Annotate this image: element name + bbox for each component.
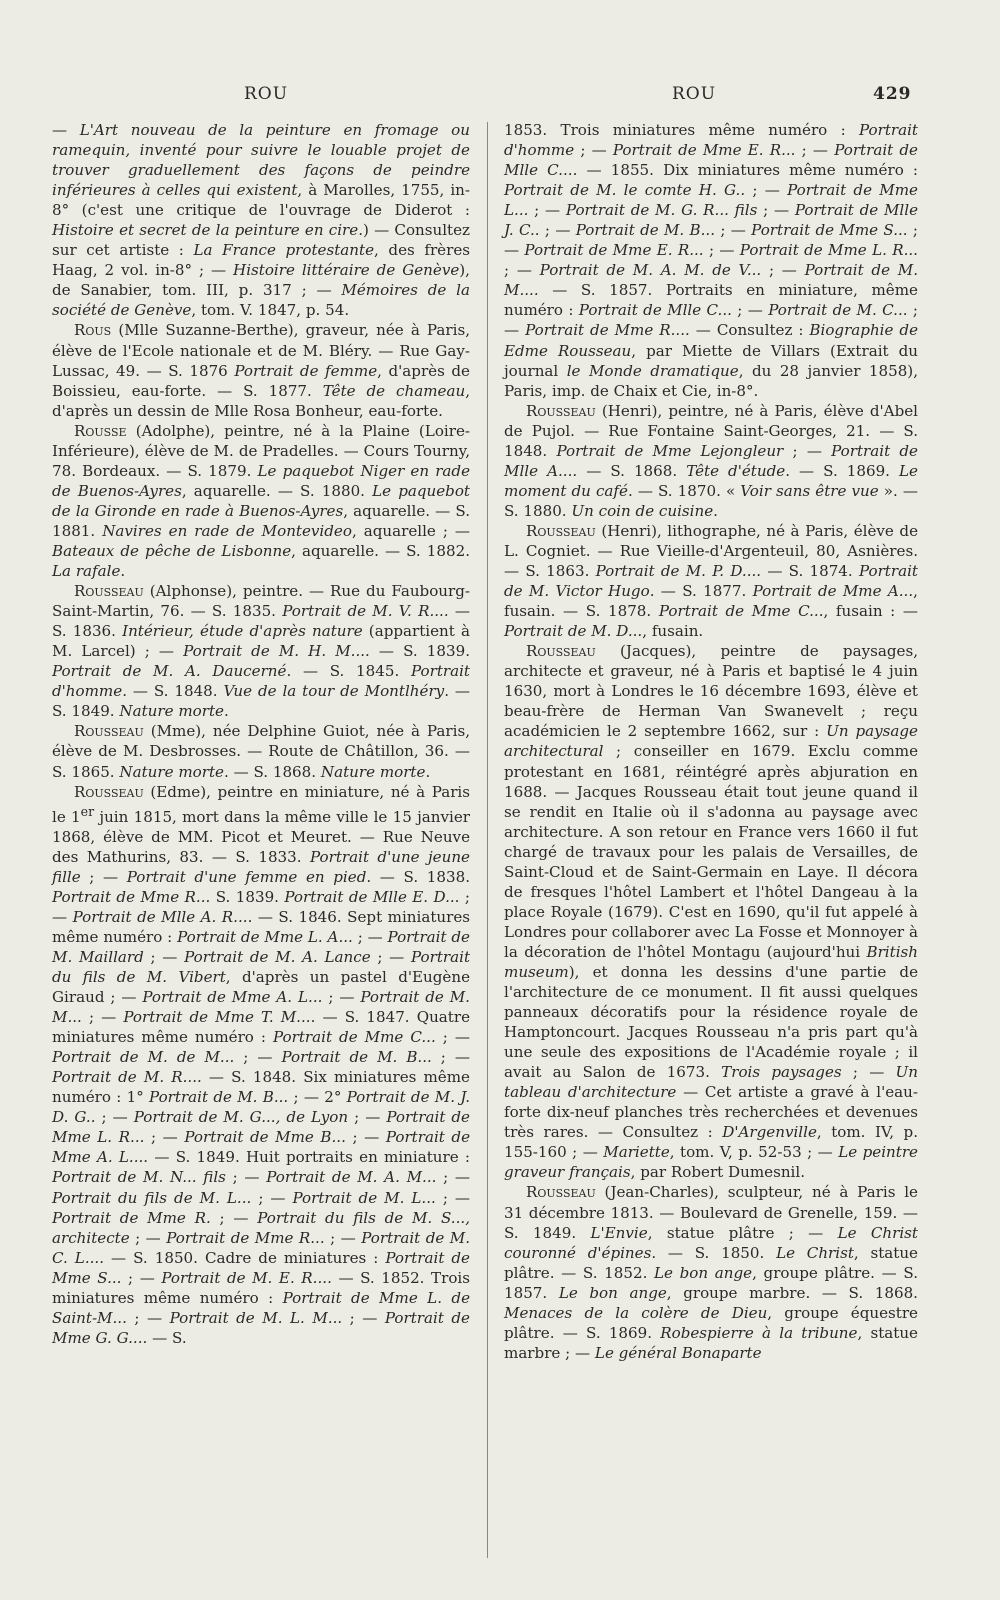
entry-continuation-edme: 1853. Trois miniatures même numéro : Portrait d'homme ; — Portrait de Mme E. R... ; — Portrait de Mlle C.... — 1855. Dix miniatures même numéro : Portrait de M. le comte H. G.. ; — Portrait de Mme L... ; — Portrait de M. G. R... fils ; — Portrait de Mlle J. C.. ; — Portrait de M. B... ; — Portrait de Mme S... ; — Portrait de Mme E. R... ; — Portrait de Mme L. R... ; — Portrait de M. A. M. de V... ; — Portrait de M. M.... — S. 1857. Portraits en miniature, même numéro : Portrait de Mlle C... ; — Portrait de M. C... ; — Portrait de Mme R.... — Consultez : Biographie de Edme Rousseau, par Miette de Villars (Extrait du journal le Monde dramatique, du 28 janvier 1858), Paris, imp. de Chaix et Cie, in-8°. xyxy=(504,121,919,400)
entry-rous-suzanne: Rous (Mlle Suzanne-Berthe), graveur, née à Paris, élève de l'Ecole nationale et de M. Bléry. — Rue Gay-Lussac, 49. — S. 1876 Portrait de femme, d'après de Boissieu, eau-forte. — S. 1877. Tête de chameau, d'après un dessin de Mlle Rosa Bonheur, eau-forte. xyxy=(52,321,470,420)
entry-rousseau-henri-lithographe: Rousseau (Henri), lithographe, né à Paris, élève de L. Cogniet. — Rue Vieille-d'Argenteuil, 80, Asnières. — S. 1863. Portrait de M. P. D.... — S. 1874. Portrait de M. Victor Hugo. — S. 1877. Portrait de Mme A..., fusain. — S. 1878. Portrait de Mme C..., fusain : — Portrait de M. D..., fusain. xyxy=(504,521,918,641)
left-column xyxy=(52,120,470,1348)
entry-rousseau-jacques: Rousseau (Jacques), peintre de paysages, architecte et graveur, né à Paris et baptisé le 4 juin 1630, mort à Londres le 16 décembre 1693, élève et beau-frère de Herman Van Swanevelt ; reçu académicien le 2 septembre 1662, sur : Un paysage architectural ; conseiller en 1679. Exclu comme protestant en 1681, réintégré après abjuration en 1688. — Jacques Rousseau était tout jeune quand il se rendit en Italie où il s'adonna au paysage avec architecture. A son retour en France vers 1660 il fut chargé de travaux pour les palais de Versailles, de Saint-Cloud et de Saint-Germain en Laye. Il décora de fresques l'hôtel Lambert et l'hôtel Dangeau à la place Royale (1679). C'est en 1690, qu'il fut appelé à Londres pour collaborer avec La Fosse et Monnoyer à la décoration de l'hôtel Montagu (aujourd'hui British museum), et donna les dessins d'une partie de l'architecture de ce monument. Il fit aussi quelques panneaux décoratifs pour la résidence royale de Hamptoncourt. Jacques Rousseau n'a pris part qu'à une seule des expositions de l'Académie royale ; il avait au Salon de 1673. Trois paysages ; — Un tableau d'architecture — Cet artiste a gravé à l'eau-forte dix-neuf planches très recherchées et devenues très rares. — Consultez : D'Argenville, tom. IV, p. 155-160 ; — Mariette, tom. V, p. 52-53 ; — Le peintre graveur français, par Robert Dumesnil. xyxy=(504,642,919,1182)
page-number: 429 xyxy=(873,84,912,104)
entry-rousseau-henri-peintre: Rousseau (Henri), peintre, né à Paris, élève d'Abel de Pujol. — Rue Fontaine Saint-Georges, 21. — S. 1848. Portrait de Mme Lejongleur ; — Portrait de Mlle A.... — S. 1868. Tête d'étude. — S. 1869. Le moment du café. — S. 1870. « Voir sans être vue ». — S. 1880. Un coin de cuisine. xyxy=(504,401,918,520)
column-divider xyxy=(487,122,488,1558)
right-column xyxy=(504,120,918,1363)
entry-rousseau-jean-charles: Rousseau (Jean-Charles), sculpteur, né à Paris le 31 décembre 1813. — Boulevard de Grenelle, 159. — S. 1849. L'Envie, statue plâtre ; — Le Christ couronné d'épines. — S. 1850. Le Christ, statue plâtre. — S. 1852. Le bon ange, groupe plâtre. — S. 1857. Le bon ange, groupe marbre. — S. 1868. Menaces de la colère de Dieu, groupe équestre plâtre. — S. 1869. Robespierre à la tribune, statue marbre ; — Le général Bonaparte xyxy=(504,1183,918,1362)
entry-continuation-rouquet: — L'Art nouveau de la peinture en fromage ou ramequin, inventé pour suivre le louable projet de trouver graduellement des façons de peindre inférieures à celles qui existent, à Marolles, 1755, in-8° (c'est une critique de l'ouvrage de Diderot : Histoire et secret de la peinture en cire.) — Consultez sur cet artiste : La France protestante, des frères Haag, 2 vol. in-8° ; — Histoire littéraire de Genève), de Sanabier, tom. III, p. 317 ; — Mémoires de la société de Genève, tom. V. 1847, p. 54. xyxy=(52,121,471,320)
entry-rousse-adolphe: Rousse (Adolphe), peintre, né à la Plaine (Loire-Inférieure), élève de M. de Pradelles. — Cours Tourny, 78. Bordeaux. — S. 1879. Le paquebot Niger en rade de Buenos-Ayres, aquarelle. — S. 1880. Le paquebot de la Gironde en rade à Buenos-Ayres, aquarelle. — S. 1881. Navires en rade de Montevideo, aquarelle ; — Bateaux de pêche de Lisbonne, aquarelle. — S. 1882. La rafale. xyxy=(52,421,471,581)
entry-rousseau-mme: Rousseau (Mme), née Delphine Guiot, née à Paris, élève de M. Desbrosses. — Route de Châtillon, 36. — S. 1865. Nature morte. — S. 1868. Nature morte. xyxy=(52,722,470,781)
left-running-head: ROU xyxy=(244,84,289,104)
entry-rousseau-alphonse: Rousseau (Alphonse), peintre. — Rue du Faubourg-Saint-Martin, 76. — S. 1835. Portrait de M. V. R.... — S. 1836. Intérieur, étude d'après nature (appartient à M. Larcel) ; — Portrait de M. H. M.... — S. 1839. Portrait de M. A. Daucerné. — S. 1845. Portrait d'homme. — S. 1848. Vue de la tour de Montlhéry. — S. 1849. Nature morte. xyxy=(52,582,470,721)
right-running-head: ROU xyxy=(672,84,717,104)
entry-rousseau-edme: Rousseau (Edme), peintre en miniature, né à Paris le 1er juin 1815, mort dans la même ville le 15 janvier 1868, élève de MM. Picot et Meuret. — Rue Neuve des Mathurins, 83. — S. 1833. Portrait d'une jeune fille ; — Portrait d'une femme en pied. — S. 1838. Portrait de Mme R... S. 1839. Portrait de Mlle E. D... ; — Portrait de Mlle A. R.... — S. 1846. Sept miniatures même numéro : Portrait de Mme L. A... ; — Portrait de M. Maillard ; — Portrait de M. A. Lance ; — Portrait du fils de M. Vibert, d'après un pastel d'Eugène Giraud ; — Portrait de Mme A. L... ; — Portrait de M. M... ; — Portrait de Mme T. M.... — S. 1847. Quatre miniatures même numéro : Portrait de Mme C... ; — Portrait de M. de M... ; — Portrait de M. B... ; — Portrait de M. R.... — S. 1848. Six miniatures même numéro : 1° Portrait de M. B... ; — 2° Portrait de M. J. D. G.. ; — Portrait de M. G..., de Lyon ; — Portrait de Mme L. R... ; — Portrait de Mme B... ; — Portrait de Mme A. L.... — S. 1849. Huit portraits en miniature : Portrait de M. N... fils ; — Portrait de M. A. M... ; — Portrait du fils de M. L... ; — Portrait de M. L... ; — Portrait de Mme R. ; — Portrait du fils de M. S..., architecte ; — Portrait de Mme R... ; — Portrait de M. C. L.... — S. 1850. Cadre de miniatures : Portrait de Mme S... ; — Portrait de M. E. R.... — S. 1852. Trois miniatures même numéro : Portrait de Mme L. de Saint-M... ; — Portrait de M. L. M... ; — Portrait de Mme G. G.... — S. xyxy=(52,782,471,1347)
